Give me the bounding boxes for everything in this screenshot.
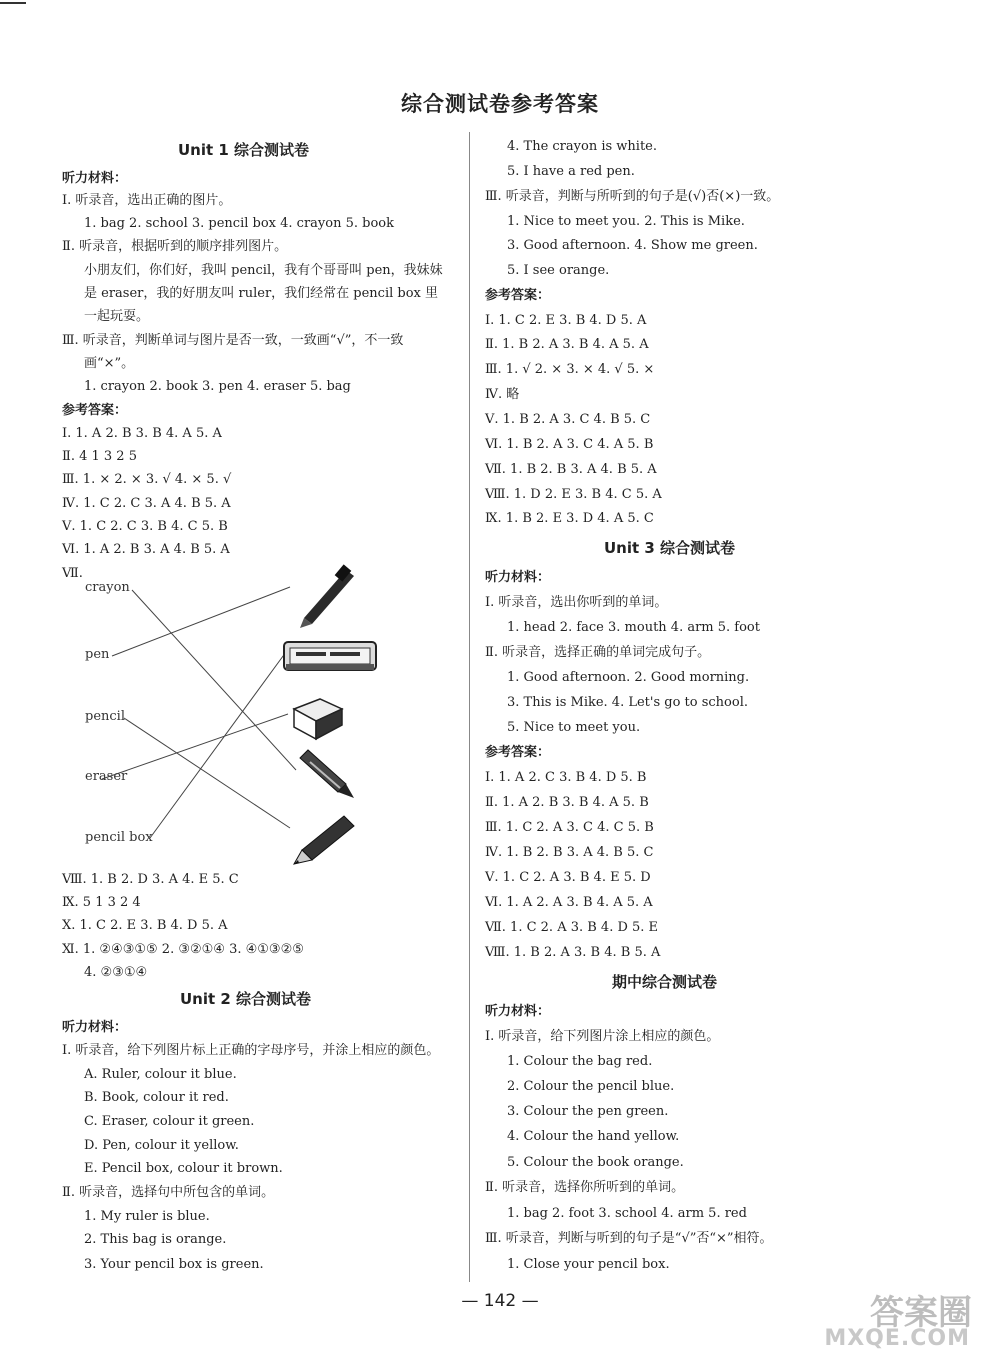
subsection-label: 听力材料：	[485, 1004, 551, 1019]
text-line: Ⅴ. 1. C 2. C 3. B 4. C 5. B	[62, 519, 228, 534]
watermark-url: MXQE.COM	[824, 1326, 970, 1351]
text-line: A. Ruler, colour it blue.	[84, 1067, 237, 1082]
text-line: 一起玩耍。	[84, 309, 150, 324]
text-line: 1. bag 2. foot 3. school 4. arm 5. red	[507, 1206, 747, 1221]
text-line: Ⅰ. 听录音，给下列图片涂上相应的颜色。	[485, 1029, 720, 1044]
text-line: B. Book, colour it red.	[84, 1090, 229, 1105]
text-line: Ⅱ. 听录音，选择正确的单词完成句子。	[485, 645, 711, 660]
text-line: Ⅱ. 1. A 2. B 3. B 4. A 5. B	[485, 795, 649, 810]
text-line: 3. Good afternoon. 4. Show me green.	[507, 238, 758, 253]
text-line: 1. head 2. face 3. mouth 4. arm 5. foot	[507, 620, 760, 635]
text-line: Ⅰ. 听录音，选出正确的图片。	[62, 193, 232, 208]
match-word-pencil: pencil	[85, 709, 125, 724]
text-line: Ⅴ. 1. B 2. A 3. C 4. B 5. C	[485, 412, 651, 427]
text-line: Ⅵ. 1. B 2. A 3. C 4. A 5. B	[485, 437, 654, 452]
text-line: Ⅲ. 1. C 2. A 3. C 4. C 5. B	[485, 820, 654, 835]
text-line: Ⅲ. 1. × 2. × 3. √ 4. × 5. √	[62, 472, 232, 487]
text-line: 3. Your pencil box is green.	[84, 1257, 264, 1272]
text-line: Ⅱ. 听录音，选择你所听到的单词。	[485, 1180, 685, 1195]
text-line: Ⅳ. 1. B 2. B 3. A 4. B 5. C	[485, 845, 654, 860]
text-line: 5. Colour the book orange.	[507, 1155, 684, 1170]
text-line: 1. Close your pencil box.	[507, 1257, 670, 1272]
section-heading: Unit 2 综合测试卷	[180, 990, 312, 1008]
text-line: 3. This is Mike. 4. Let's go to school.	[507, 695, 749, 710]
line-crayon	[132, 590, 296, 770]
line-pencil	[124, 718, 290, 828]
text-line: Ⅳ. 略	[485, 387, 520, 402]
section-heading: Unit 1 综合测试卷	[178, 141, 310, 159]
text-line: Ⅲ. 1. √ 2. × 3. × 4. √ 5. ×	[485, 362, 655, 377]
text-line: Ⅶ. 1. C 2. A 3. B 4. D 5. E	[485, 920, 659, 935]
eraser-picture	[294, 699, 342, 739]
text-line: Ⅸ. 1. B 2. E 3. D 4. A 5. C	[485, 511, 654, 526]
text-line: 小朋友们，你们好，我叫 pencil，我有个哥哥叫 pen，我妹妹	[84, 263, 443, 278]
text-line: D. Pen, colour it yellow.	[84, 1138, 239, 1153]
line-eraser	[102, 714, 288, 779]
text-line: Ⅰ. 1. A 2. C 3. B 4. D 5. B	[485, 770, 647, 785]
text-line: 5. Nice to meet you.	[507, 720, 641, 735]
text-line: 1. crayon 2. book 3. pen 4. eraser 5. bag	[84, 379, 351, 394]
line-pencil-box	[150, 652, 286, 838]
subsection-label: 听力材料：	[485, 570, 551, 585]
text-line: 1. bag 2. school 3. pencil box 4. crayon 5. book	[84, 216, 394, 231]
pencil-picture	[294, 816, 354, 864]
subsection-label: 听力材料：	[62, 171, 128, 186]
text-line: Ⅷ. 1. B 2. D 3. A 4. E 5. C	[62, 872, 239, 887]
pen-picture	[300, 564, 354, 628]
watermark-logo: 答案圈	[870, 1293, 972, 1333]
section-heading: Unit 3 综合测试卷	[604, 539, 736, 557]
text-line: Ⅶ. 1. B 2. B 3. A 4. B 5. A	[485, 462, 657, 477]
text-line: C. Eraser, colour it green.	[84, 1114, 255, 1129]
subsection-label: 参考答案：	[485, 288, 551, 303]
text-line: 5. I see orange.	[507, 263, 610, 278]
text-line: Ⅱ. 1. B 2. A 3. B 4. A 5. A	[485, 337, 649, 352]
column-divider	[469, 132, 470, 1282]
text-line: Ⅱ. 4 1 3 2 5	[62, 449, 137, 464]
text-line: Ⅷ. 1. D 2. E 3. B 4. C 5. A	[485, 487, 662, 502]
page-title: 综合测试卷参考答案	[401, 92, 599, 116]
page-number: — 142 —	[461, 1291, 539, 1311]
subsection-label: 参考答案：	[62, 403, 128, 418]
text-line: 1. Nice to meet you. 2. This is Mike.	[507, 214, 745, 229]
match-word-pen: pen	[85, 647, 110, 662]
text-line: 5. I have a red pen.	[507, 164, 635, 179]
text-line: 是 eraser，我的好朋友叫 ruler，我们经常在 pencil box 里	[84, 286, 439, 301]
text-line: 4. ②③①④	[84, 965, 148, 980]
text-line: 3. Colour the pen green.	[507, 1104, 669, 1119]
text-line: Ⅵ. 1. A 2. A 3. B 4. A 5. A	[485, 895, 653, 910]
text-line: 1. Good afternoon. 2. Good morning.	[507, 670, 750, 685]
top-corner-mark	[0, 2, 26, 4]
text-line: 1. Colour the bag red.	[507, 1054, 653, 1069]
text-line: Ⅰ. 1. C 2. E 3. B 4. D 5. A	[485, 313, 647, 328]
text-line: Ⅵ. 1. A 2. B 3. A 4. B 5. A	[62, 542, 230, 557]
text-line: Ⅱ. 听录音，根据听到的顺序排列图片。	[62, 239, 288, 254]
text-line: 画“×”。	[84, 356, 135, 371]
text-line: Ⅶ.	[62, 566, 83, 581]
text-line: 4. The crayon is white.	[507, 139, 657, 154]
text-line: Ⅹ. 1. C 2. E 3. B 4. D 5. A	[62, 918, 228, 933]
match-lines	[102, 587, 296, 838]
text-line: Ⅰ. 听录音，选出你听到的单词。	[485, 595, 668, 610]
text-line: Ⅸ. 5 1 3 2 4	[62, 895, 141, 910]
subsection-label: 参考答案：	[485, 745, 551, 760]
matching-exercise	[80, 560, 380, 870]
match-word-eraser: eraser	[85, 769, 128, 784]
text-line: E. Pencil box, colour it brown.	[84, 1161, 283, 1176]
text-line: Ⅳ. 1. C 2. C 3. A 4. B 5. A	[62, 496, 231, 511]
subsection-label: 听力材料：	[62, 1020, 128, 1035]
text-line: 2. Colour the pencil blue.	[507, 1079, 675, 1094]
text-line: Ⅲ. 听录音，判断与所听到的句子是(√)否(×)一致。	[485, 189, 780, 204]
text-line: Ⅲ. 听录音，判断单词与图片是否一致，一致画“√”，不一致	[62, 333, 404, 348]
match-word-pencil-box: pencil box	[85, 830, 153, 845]
text-line: Ⅴ. 1. C 2. A 3. B 4. E 5. D	[485, 870, 651, 885]
text-line: 4. Colour the hand yellow.	[507, 1129, 680, 1144]
text-line: Ⅰ. 听录音，给下列图片标上正确的字母序号，并涂上相应的颜色。	[62, 1043, 440, 1058]
pencil-box-picture	[284, 642, 376, 670]
match-word-crayon: crayon	[85, 580, 130, 595]
text-line: Ⅱ. 听录音，选择句中所包含的单词。	[62, 1185, 275, 1200]
text-line: 1. My ruler is blue.	[84, 1209, 210, 1224]
text-line: Ⅲ. 听录音，判断与听到的句子是“√”否“×”相符。	[485, 1231, 773, 1246]
text-line: 2. This bag is orange.	[84, 1232, 227, 1247]
text-line: Ⅰ. 1. A 2. B 3. B 4. A 5. A	[62, 426, 222, 441]
text-line: Ⅺ. 1. ②④③①⑤ 2. ③②①④ 3. ④①③②⑤	[62, 942, 304, 957]
section-heading: 期中综合测试卷	[612, 973, 718, 991]
text-line: Ⅷ. 1. B 2. A 3. B 4. B 5. A	[485, 945, 661, 960]
crayon-picture	[300, 750, 354, 798]
